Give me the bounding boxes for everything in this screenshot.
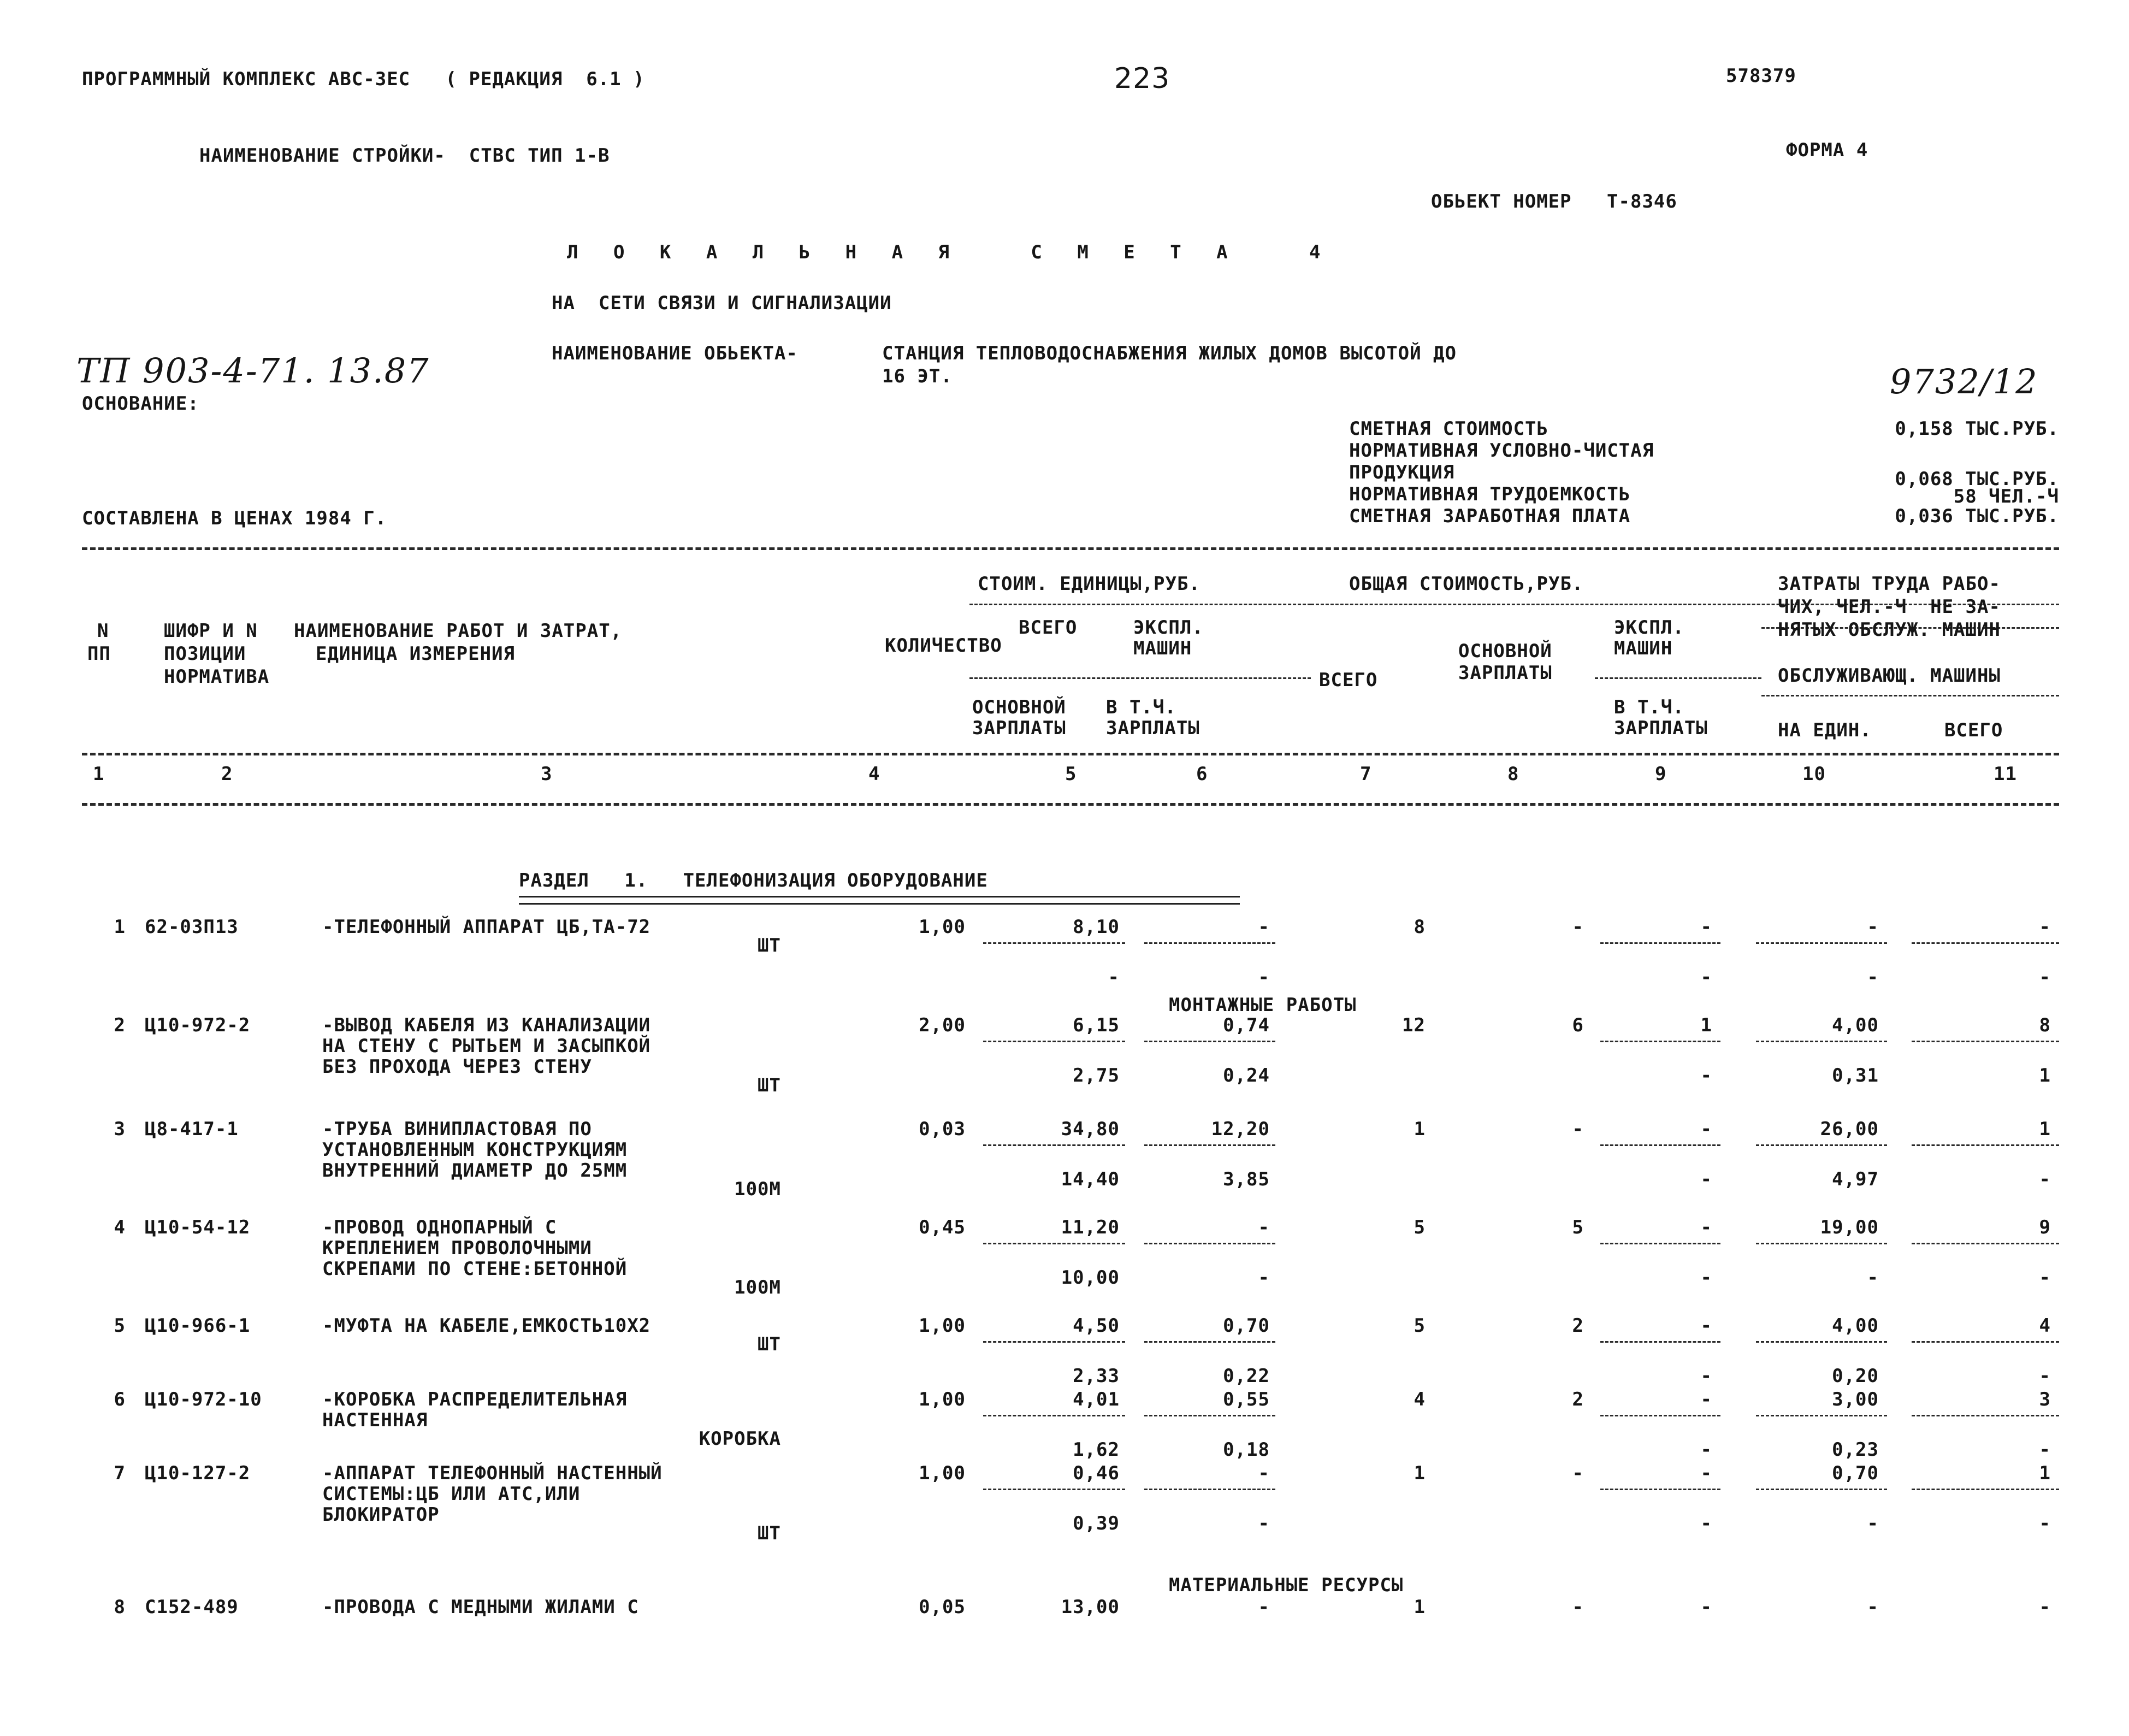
header-bottom-rule (82, 803, 2059, 806)
total-cost: 12 (1402, 1014, 1426, 1036)
summary-label: НОРМАТИВНАЯ ТРУДОЕМКОСТЬ (1349, 483, 1631, 505)
machine-labor-total: - (2039, 966, 2051, 988)
labor-total: 1 (2039, 1462, 2051, 1484)
column-number: 10 (1802, 763, 1826, 785)
work-name: -АППАРАТ ТЕЛЕФОННЫЙ НАСТЕННЫЙ (322, 1462, 663, 1484)
column-number: 4 (868, 763, 880, 785)
row-number: 5 (114, 1315, 126, 1337)
total-cost: 1 (1414, 1118, 1426, 1140)
col-header-machines: МАШИН (1133, 637, 1192, 659)
unit-cost-total: 13,00 (1061, 1596, 1120, 1618)
machine-labor-total: - (2039, 1168, 2051, 1190)
basic-wage-per-unit: 0,39 (1073, 1513, 1120, 1534)
cell-divider (983, 1415, 1125, 1416)
unit-of-measure: ШТ (758, 1333, 781, 1355)
unit-cost-machines: - (1258, 1596, 1270, 1618)
cell-divider (1600, 1041, 1720, 1042)
labor-per-unit: 4,00 (1832, 1014, 1879, 1036)
machine-labor-per-unit: 0,31 (1832, 1065, 1879, 1087)
total-basic-wage: 6 (1572, 1014, 1584, 1036)
col-header-quantity: КОЛИЧЕСТВО (885, 635, 1002, 657)
cell-divider (1144, 1041, 1275, 1042)
cell-divider (1600, 1144, 1720, 1146)
program-name: ПРОГРАММНЫЙ КОМПЛЕКС АВС-3ЕС ( РЕДАКЦИЯ 6.1 ) (82, 68, 645, 90)
machine-wage-per-unit: 0,22 (1223, 1365, 1270, 1387)
work-name: -КОРОБКА РАСПРЕДЕЛИТЕЛЬНАЯ (322, 1389, 628, 1410)
form-label: ФОРМА 4 (1786, 139, 1868, 161)
col-group-total-cost: ОБЩАЯ СТОИМОСТЬ,РУБ. (1349, 573, 1584, 595)
col-header-pp: ПП (87, 643, 111, 665)
column-number: 6 (1196, 763, 1208, 785)
basic-wage-per-unit: 2,75 (1073, 1065, 1120, 1087)
quantity: 1,00 (919, 1315, 966, 1337)
total-basic-wage: - (1572, 1596, 1584, 1618)
col-header-code: ПОЗИЦИИ (164, 643, 246, 665)
machine-labor-per-unit: - (1867, 1513, 1879, 1534)
cell-divider (983, 1341, 1125, 1343)
column-number: 2 (221, 763, 233, 785)
unit-cost-machines: - (1258, 916, 1270, 938)
machine-labor-total: - (2039, 1267, 2051, 1289)
machine-labor-total: - (2039, 1365, 2051, 1387)
col-header-machines: ЭКСПЛ. (1133, 617, 1204, 639)
unit-of-measure: ШТ (758, 935, 781, 956)
col-header-basic-wage: ОСНОВНОЙ (972, 696, 1066, 718)
column-number: 9 (1655, 763, 1667, 785)
machine-wage-total: - (1700, 1513, 1712, 1534)
column-number: 8 (1507, 763, 1519, 785)
total-machine-cost: - (1700, 1462, 1712, 1484)
cell-divider (1756, 1041, 1887, 1042)
unit-cost-machines: - (1258, 1462, 1270, 1484)
row-number: 4 (114, 1217, 126, 1238)
work-name: НАСТЕННАЯ (322, 1409, 428, 1431)
work-name: УСТАНОВЛЕННЫМ КОНСТРУКЦИЯМ (322, 1139, 628, 1161)
unit-of-measure: 100М (734, 1178, 781, 1200)
cell-divider (983, 1243, 1125, 1244)
basic-wage-per-unit: 10,00 (1061, 1267, 1120, 1289)
cell-divider (983, 942, 1125, 944)
col-header-basic-wages: ЗАРПЛАТЫ (1458, 662, 1552, 684)
column-number: 5 (1065, 763, 1077, 785)
labor-per-unit: - (1867, 916, 1879, 938)
row-number: 3 (114, 1118, 126, 1140)
cell-divider (1600, 1489, 1720, 1490)
work-name: БЛОКИРАТОР (322, 1504, 440, 1526)
summary-label: СМЕТНАЯ ЗАРАБОТНАЯ ПЛАТА (1349, 505, 1631, 527)
col-header-machine-wage: В Т.Ч. (1614, 696, 1684, 718)
labor-total: 3 (2039, 1389, 2051, 1410)
unit-cost-total: 0,46 (1073, 1462, 1120, 1484)
cell-divider (1912, 1243, 2059, 1244)
cell-divider (1756, 1243, 1887, 1244)
machine-wage-per-unit: - (1258, 1513, 1270, 1534)
unit-cost-total: 6,15 (1073, 1014, 1120, 1036)
col-header-machine-operation: ЭКСПЛ. (1614, 617, 1684, 639)
unit-cost-total: 4,50 (1073, 1315, 1120, 1337)
row-number: 8 (114, 1596, 126, 1618)
norm-code: Ц8-417-1 (145, 1118, 239, 1140)
cell-divider (1756, 1144, 1887, 1146)
labor-per-unit: - (1867, 1596, 1879, 1618)
labor-total: 4 (2039, 1315, 2051, 1337)
quantity: 0,03 (919, 1118, 966, 1140)
row-number: 7 (114, 1462, 126, 1484)
cell-divider (1144, 1243, 1275, 1244)
col-group-labor: ЧИХ, ЧЕЛ.-Ч НЕ ЗА- (1778, 596, 2001, 618)
unit-cost-total: 8,10 (1073, 916, 1120, 938)
work-name: НА СТЕНУ С РЫТЬЕМ И ЗАСЫПКОЙ (322, 1035, 651, 1057)
col-header-total-cost: ВСЕГО (1319, 669, 1378, 691)
labor-total: 1 (2039, 1118, 2051, 1140)
cell-divider (1912, 1415, 2059, 1416)
total-machine-cost: - (1700, 1217, 1712, 1238)
col-header-basic-wages: ОСНОВНОЙ (1458, 640, 1552, 662)
work-name: СКРЕПАМИ ПО СТЕНЕ:БЕТОННОЙ (322, 1258, 628, 1280)
total-basic-wage: - (1572, 1462, 1584, 1484)
summary-label: СМЕТНАЯ СТОИМОСТЬ (1349, 418, 1548, 440)
unit-cost-machines: 0,55 (1223, 1389, 1270, 1410)
unit-of-measure: ШТ (758, 1074, 781, 1096)
quantity: 0,45 (919, 1217, 966, 1238)
cell-divider (1756, 1415, 1887, 1416)
norm-code: Ц10-966-1 (145, 1315, 251, 1337)
cell-divider (1756, 1341, 1887, 1343)
row-number: 2 (114, 1014, 126, 1036)
labor-per-unit: 26,00 (1820, 1118, 1879, 1140)
unit-of-measure: ШТ (758, 1522, 781, 1544)
col-header-total-labor: ВСЕГО (1944, 719, 2003, 741)
cell-divider (1600, 1243, 1720, 1244)
summary-value: 0,158 ТЫС.РУБ. (1895, 418, 2059, 440)
header-rule (82, 753, 2059, 755)
material-resources-label: МАТЕРИАЛЬНЫЕ РЕСУРСЫ (1169, 1574, 1404, 1596)
col-header-incl-wage: ЗАРПЛАТЫ (1106, 717, 1200, 739)
cell-divider (1144, 1415, 1275, 1416)
section-underline (519, 896, 1240, 905)
document-code: 578379 (1726, 65, 1796, 87)
machine-wage-total: - (1700, 1439, 1712, 1461)
compiled-prices: СОСТАВЛЕНА В ЦЕНАХ 1984 Г. (82, 507, 387, 529)
col-header-code: ШИФР И N (164, 620, 258, 642)
norm-code: Ц10-972-10 (145, 1389, 262, 1410)
machine-labor-per-unit: - (1867, 966, 1879, 988)
norm-code: Ц10-972-2 (145, 1014, 251, 1036)
col-header-per-unit: НА ЕДИН. (1778, 719, 1872, 741)
total-machine-cost: - (1700, 916, 1712, 938)
labor-total: 8 (2039, 1014, 2051, 1036)
total-cost: 5 (1414, 1217, 1426, 1238)
object-name-line1: СТАНЦИЯ ТЕПЛОВОДОСНАБЖЕНИЯ ЖИЛЫХ ДОМОВ ВЫСОТОЙ ДО (882, 343, 1457, 364)
unit-of-measure: 100М (734, 1277, 781, 1298)
quantity: 1,00 (919, 916, 966, 938)
document-title: Л О К А Л Ь Н А Я С М Е Т А 4 (567, 241, 1333, 263)
work-name: -ВЫВОД КАБЕЛЯ ИЗ КАНАЛИЗАЦИИ (322, 1014, 651, 1036)
total-cost: 5 (1414, 1315, 1426, 1337)
object-name-label: НАИМЕНОВАНИЕ ОБЬЕКТА- (552, 343, 798, 364)
summary-label: ПРОДУКЦИЯ (1349, 462, 1455, 483)
cell-divider (1912, 942, 2059, 944)
total-machine-cost: 1 (1700, 1014, 1712, 1036)
column-number: 11 (1994, 763, 2017, 785)
column-number: 7 (1360, 763, 1372, 785)
total-basic-wage: 2 (1572, 1315, 1584, 1337)
work-name: ВНУТРЕННИЙ ДИАМЕТР ДО 25ММ (322, 1160, 628, 1182)
basis-label: ОСНОВАНИЕ: (82, 393, 199, 415)
machine-labor-total: 1 (2039, 1065, 2051, 1087)
cell-divider (1912, 1041, 2059, 1042)
col-header-work-name: НАИМЕНОВАНИЕ РАБОТ И ЗАТРАТ, (294, 620, 623, 642)
unit-cost-total: 34,80 (1061, 1118, 1120, 1140)
cell-divider (1912, 1489, 2059, 1490)
norm-code: С152-489 (145, 1596, 239, 1618)
summary-label: НОРМАТИВНАЯ УСЛОВНО-ЧИСТАЯ (1349, 440, 1654, 462)
total-basic-wage: 2 (1572, 1389, 1584, 1410)
col-header-code: НОРМАТИВА (164, 666, 270, 688)
machine-wage-total: - (1700, 966, 1712, 988)
col-header-unit: ЕДИНИЦА ИЗМЕРЕНИЯ (316, 643, 515, 665)
basic-wage-per-unit: 1,62 (1073, 1439, 1120, 1461)
mounting-works-label: МОНТАЖНЫЕ РАБОТЫ (1169, 994, 1357, 1016)
norm-code: 62-03П13 (145, 916, 239, 938)
table-header (82, 557, 2059, 754)
column-numbers-row (82, 765, 2059, 787)
cell-divider (983, 1489, 1125, 1490)
col-header-n: N (97, 620, 109, 642)
summary-value: 0,068 ТЫС.РУБ. (1895, 468, 2059, 490)
machine-labor-per-unit: 0,20 (1832, 1365, 1879, 1387)
quantity: 0,05 (919, 1596, 966, 1618)
total-cost: 8 (1414, 916, 1426, 938)
col-header-basic-wage: ЗАРПЛАТЫ (972, 717, 1066, 739)
cell-divider (1600, 942, 1720, 944)
unit-of-measure: КОРОБКА (699, 1428, 781, 1450)
object-name-line2: 16 ЭТ. (882, 365, 953, 387)
work-name: КРЕПЛЕНИЕМ ПРОВОЛОЧНЫМИ (322, 1237, 592, 1259)
cell-divider (1600, 1415, 1720, 1416)
labor-total: 9 (2039, 1217, 2051, 1238)
row-number: 6 (114, 1389, 126, 1410)
machine-wage-per-unit: 0,18 (1223, 1439, 1270, 1461)
total-machine-cost: - (1700, 1315, 1712, 1337)
total-machine-cost: - (1700, 1596, 1712, 1618)
machine-wage-total: - (1700, 1065, 1712, 1087)
machine-labor-total: - (2039, 1513, 2051, 1534)
summary-value: 0,036 ТЫС.РУБ. (1895, 505, 2059, 527)
col-header-incl-wage: В Т.Ч. (1106, 696, 1176, 718)
col-group-unit-cost: СТОИМ. ЕДИНИЦЫ,РУБ. (978, 573, 1200, 595)
handwritten-project-number: ТП 903-4-71. 13.87 (76, 351, 430, 391)
table-top-rule (82, 547, 2059, 550)
handwritten-reference: 9732/12 (1890, 362, 2038, 401)
col-group-labor: ЗАТРАТЫ ТРУДА РАБО- (1778, 573, 2001, 595)
total-cost: 4 (1414, 1389, 1426, 1410)
row-number: 1 (114, 916, 126, 938)
total-cost: 1 (1414, 1462, 1426, 1484)
document-subtitle: НА СЕТИ СВЯЗИ И СИГНАЛИЗАЦИИ (552, 292, 892, 314)
construction-name: НАИМЕНОВАНИЕ СТРОЙКИ- СТВС ТИП 1-В (199, 145, 610, 167)
basic-wage-per-unit: 14,40 (1061, 1168, 1120, 1190)
machine-wage-per-unit: - (1258, 1267, 1270, 1289)
machine-wage-total: - (1700, 1168, 1712, 1190)
labor-total: - (2039, 916, 2051, 938)
work-name: СИСТЕМЫ:ЦБ ИЛИ АТС,ИЛИ (322, 1483, 581, 1505)
column-number: 3 (541, 763, 553, 785)
labor-per-unit: 19,00 (1820, 1217, 1879, 1238)
unit-cost-machines: 0,70 (1223, 1315, 1270, 1337)
col-header-machine-operation: МАШИН (1614, 637, 1673, 659)
norm-code: Ц10-54-12 (145, 1217, 251, 1238)
work-name: -ТЕЛЕФОННЫЙ АППАРАТ ЦБ,ТА-72 (322, 916, 651, 938)
unit-cost-machines: 0,74 (1223, 1014, 1270, 1036)
summary-value: 58 ЧЕЛ.-Ч (1953, 486, 2059, 507)
machine-wage-per-unit: 0,24 (1223, 1065, 1270, 1087)
total-basic-wage: - (1572, 916, 1584, 938)
cell-divider (983, 1041, 1125, 1042)
cell-divider (1144, 1341, 1275, 1343)
cell-divider (1912, 1144, 2059, 1146)
basic-wage-per-unit: 2,33 (1073, 1365, 1120, 1387)
work-name: -ТРУБА ВИНИПЛАСТОВАЯ ПО (322, 1118, 592, 1140)
cell-divider (983, 1144, 1125, 1146)
total-cost: 1 (1414, 1596, 1426, 1618)
work-name: -МУФТА НА КАБЕЛЕ,ЕМКОСТЬ10Х2 (322, 1315, 651, 1337)
col-group-labor: ОБСЛУЖИВАЮЩ. МАШИНЫ (1778, 665, 2001, 687)
basic-wage-per-unit: - (1108, 966, 1120, 988)
cell-divider (1144, 942, 1275, 944)
work-name: -ПРОВОДА С МЕДНЫМИ ЖИЛАМИ С (322, 1596, 639, 1618)
total-machine-cost: - (1700, 1389, 1712, 1410)
section-title: РАЗДЕЛ 1. ТЕЛЕФОНИЗАЦИЯ ОБОРУДОВАНИЕ (519, 870, 988, 891)
cell-divider (1912, 1341, 2059, 1343)
cell-divider (1756, 942, 1887, 944)
col-header-machine-wage: ЗАРПЛАТЫ (1614, 717, 1708, 739)
labor-per-unit: 3,00 (1832, 1389, 1879, 1410)
labor-per-unit: 4,00 (1832, 1315, 1879, 1337)
col-group-labor: НЯТЫХ ОБСЛУЖ. МАШИН (1778, 619, 2001, 641)
total-machine-cost: - (1700, 1118, 1712, 1140)
total-basic-wage: - (1572, 1118, 1584, 1140)
norm-code: Ц10-127-2 (145, 1462, 251, 1484)
quantity: 1,00 (919, 1462, 966, 1484)
unit-cost-machines: 12,20 (1211, 1118, 1270, 1140)
machine-labor-per-unit: 0,23 (1832, 1439, 1879, 1461)
cell-divider (1600, 1341, 1720, 1343)
machine-wage-per-unit: 3,85 (1223, 1168, 1270, 1190)
machine-wage-total: - (1700, 1365, 1712, 1387)
labor-per-unit: 0,70 (1832, 1462, 1879, 1484)
col-header-total: ВСЕГО (1019, 617, 1078, 639)
labor-total: - (2039, 1596, 2051, 1618)
unit-cost-total: 11,20 (1061, 1217, 1120, 1238)
unit-cost-machines: - (1258, 1217, 1270, 1238)
machine-wage-per-unit: - (1258, 966, 1270, 988)
work-name: БЕЗ ПРОХОДА ЧЕРЕЗ СТЕНУ (322, 1056, 592, 1078)
cell-divider (1144, 1144, 1275, 1146)
machine-labor-total: - (2039, 1439, 2051, 1461)
machine-labor-per-unit: - (1867, 1267, 1879, 1289)
work-name: -ПРОВОД ОДНОПАРНЫЙ С (322, 1217, 557, 1238)
cell-divider (1144, 1489, 1275, 1490)
machine-wage-total: - (1700, 1267, 1712, 1289)
cell-divider (1756, 1489, 1887, 1490)
unit-cost-total: 4,01 (1073, 1389, 1120, 1410)
quantity: 2,00 (919, 1014, 966, 1036)
column-number: 1 (93, 763, 105, 785)
page-number: 223 (1114, 62, 1170, 95)
machine-labor-per-unit: 4,97 (1832, 1168, 1879, 1190)
object-number: ОБЬЕКТ НОМЕР Т-8346 (1431, 191, 1677, 212)
quantity: 1,00 (919, 1389, 966, 1410)
total-basic-wage: 5 (1572, 1217, 1584, 1238)
